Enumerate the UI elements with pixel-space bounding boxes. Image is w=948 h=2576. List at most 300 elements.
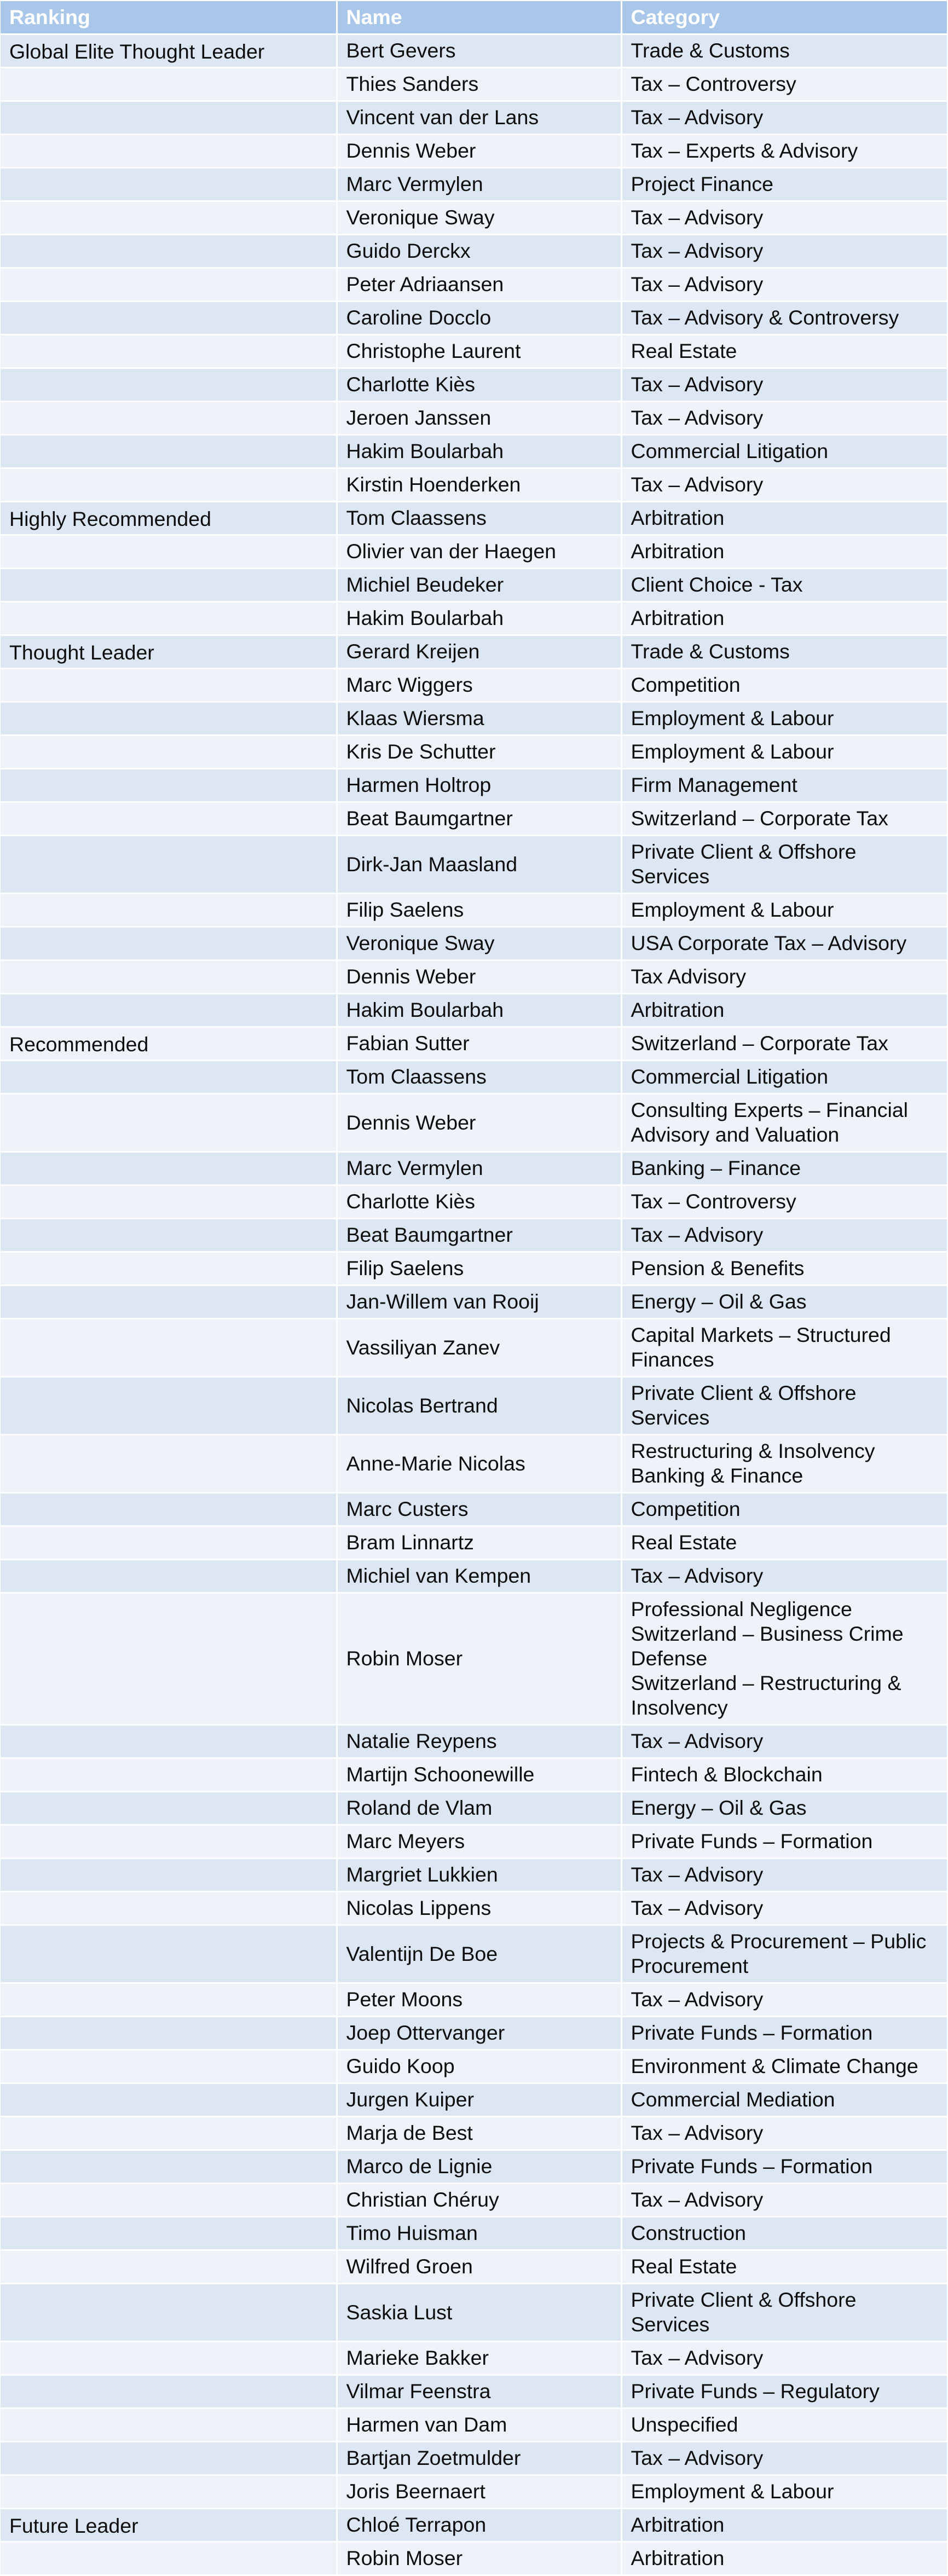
category-cell: [621, 601, 947, 635]
category-lines: [631, 2021, 947, 2045]
table-row: [1, 2475, 947, 2508]
category-line: Tax – Controversy: [631, 72, 796, 95]
ranking-cell: [1, 2441, 337, 2475]
category-cell: [621, 201, 947, 234]
name-cell: Wilfred Groen: [337, 2250, 621, 2283]
category-lines: [631, 406, 947, 430]
category-line: Tax – Advisory: [631, 1896, 764, 1919]
category-cell: [621, 2083, 947, 2116]
category-cell: [621, 2050, 947, 2083]
ranking-cell: [1, 835, 337, 893]
ranking-cell: [1, 2283, 337, 2341]
name-cell: Thies Sanders: [337, 67, 621, 101]
category-line: Tax – Advisory: [631, 2188, 764, 2211]
name-cell: Guido Derckx: [337, 234, 621, 268]
ranking-cell: [1, 535, 337, 568]
category-line: Services: [631, 865, 710, 888]
category-lines: [631, 572, 947, 597]
table-row: [1, 2083, 947, 2116]
table-row: [1, 268, 947, 301]
table-row: [1, 334, 947, 368]
category-line: Private Client & Offshore: [631, 840, 857, 863]
category-line: Defense: [631, 1647, 708, 1670]
category-lines: [631, 472, 947, 497]
category-cell: [621, 1027, 947, 1060]
category-lines: [631, 339, 947, 363]
category-cell: [621, 2475, 947, 2508]
table-row: [1, 2508, 947, 2542]
table-row: [1, 468, 947, 501]
category-cell: [621, 668, 947, 702]
category-line: Services: [631, 2313, 710, 2336]
category-cell: [621, 1791, 947, 1825]
ranking-cell: [1, 1434, 337, 1492]
name-cell: Christophe Laurent: [337, 334, 621, 368]
name-cell: Jeroen Janssen: [337, 401, 621, 435]
category-line: Switzerland – Restructuring &: [631, 1671, 901, 1694]
category-line: Tax – Advisory: [631, 2346, 764, 2369]
category-cell: [621, 1758, 947, 1791]
table-row: [1, 435, 947, 468]
name-cell: Christian Chéruy: [337, 2183, 621, 2216]
name-cell: Dennis Weber: [337, 134, 621, 167]
name-cell: Veronique Sway: [337, 201, 621, 234]
table-row: [1, 2441, 947, 2475]
category-lines: [631, 1896, 947, 1920]
table-header-row: [1, 1, 947, 34]
category-line: Arbitration: [631, 506, 725, 529]
category-cell: [621, 2016, 947, 2050]
name-cell: Vilmar Feenstra: [337, 2375, 621, 2408]
category-lines: [631, 539, 947, 564]
category-line: Services: [631, 1406, 710, 1429]
category-line: Real Estate: [631, 1531, 737, 1554]
name-cell: Beat Baumgartner: [337, 1218, 621, 1252]
category-cell: [621, 2250, 947, 2283]
category-line: Switzerland – Corporate Tax: [631, 807, 888, 830]
category-lines: [631, 2412, 947, 2437]
category-lines: [631, 1497, 947, 1521]
category-cell: [621, 2183, 947, 2216]
ranking-cell: [1, 1526, 337, 1559]
category-line: Finances: [631, 1348, 714, 1371]
table-body: [1, 34, 947, 2575]
table-row: [1, 2150, 947, 2183]
name-cell: Chloé Terrapon: [337, 2508, 621, 2542]
category-line: Private Funds – Formation: [631, 1830, 873, 1853]
category-cell: [621, 2441, 947, 2475]
category-lines: [631, 898, 947, 922]
name-cell: Timo Huisman: [337, 2216, 621, 2250]
name-cell: Tom Claassens: [337, 1060, 621, 1093]
category-lines: [631, 2254, 947, 2279]
category-lines: [631, 1381, 947, 1430]
table-row: [1, 2183, 947, 2216]
name-cell: Marc Vermylen: [337, 1151, 621, 1185]
category-line: Pension & Benefits: [631, 1257, 805, 1280]
category-lines: [631, 998, 947, 1022]
name-cell: Roland de Vlam: [337, 1791, 621, 1825]
name-cell: Fabian Sutter: [337, 1027, 621, 1060]
category-lines: [631, 305, 947, 330]
table-row: [1, 1285, 947, 1318]
category-line: Employment & Labour: [631, 898, 834, 921]
table-row: [1, 1376, 947, 1434]
ranking-cell: [1, 1151, 337, 1185]
name-cell: Robin Moser: [337, 1593, 621, 1724]
name-cell: Beat Baumgartner: [337, 802, 621, 835]
ranking-cell: [1, 268, 337, 301]
ranking-cell: [1, 768, 337, 802]
category-lines: [631, 2288, 947, 2337]
category-line: Employment & Labour: [631, 740, 834, 763]
category-line: Arbitration: [631, 606, 725, 629]
name-cell: Hakim Boularbah: [337, 601, 621, 635]
name-cell: Joep Ottervanger: [337, 2016, 621, 2050]
category-lines: [631, 1530, 947, 1555]
ranking-cell: [1, 2016, 337, 2050]
category-lines: [631, 773, 947, 797]
ranking-cell: [1, 1285, 337, 1318]
table-row: [1, 1925, 947, 1983]
category-line: Restructuring & Insolvency: [631, 1439, 875, 1462]
ranking-cell: [1, 993, 337, 1027]
table-row: [1, 2050, 947, 2083]
name-cell: Vincent van der Lans: [337, 101, 621, 134]
category-cell: [621, 927, 947, 960]
category-cell: [621, 268, 947, 301]
ranking-cell: [1, 1758, 337, 1791]
name-cell: Hakim Boularbah: [337, 993, 621, 1027]
category-cell: [621, 101, 947, 134]
category-lines: [631, 2054, 947, 2079]
category-line: Environment & Climate Change: [631, 2054, 918, 2077]
name-cell: Marja de Best: [337, 2116, 621, 2150]
category-line: Insolvency: [631, 1696, 728, 1719]
name-cell: Harmen Holtrop: [337, 768, 621, 802]
name-cell: Kirstin Hoenderken: [337, 468, 621, 501]
category-line: Banking & Finance: [631, 1464, 804, 1487]
category-line: Commercial Litigation: [631, 1065, 829, 1088]
ranking-cell: [1, 2250, 337, 2283]
name-cell: Marc Meyers: [337, 1825, 621, 1858]
table-row: [1, 568, 947, 601]
category-lines: [631, 2221, 947, 2245]
name-cell: Marc Custers: [337, 1492, 621, 1526]
table-row: [1, 1060, 947, 1093]
category-lines: [631, 1439, 947, 1488]
category-line: Tax – Advisory: [631, 2446, 764, 2469]
category-cell: [621, 1983, 947, 2016]
category-cell: [621, 1434, 947, 1492]
category-lines: [631, 1829, 947, 1854]
category-cell: [621, 34, 947, 67]
category-line: Employment & Labour: [631, 707, 834, 730]
name-cell: Klaas Wiersma: [337, 702, 621, 735]
ranking-cell: [1, 2475, 337, 2508]
table-row: [1, 601, 947, 635]
category-line: Switzerland – Corporate Tax: [631, 1032, 888, 1055]
category-cell: [621, 2283, 947, 2341]
name-cell: Jan-Willem van Rooij: [337, 1285, 621, 1318]
category-line: Tax Advisory: [631, 965, 746, 988]
category-line: Tax – Advisory & Controversy: [631, 306, 899, 329]
ranking-cell: [1, 2150, 337, 2183]
category-line: Private Funds – Regulatory: [631, 2380, 880, 2403]
name-cell: Nicolas Lippens: [337, 1891, 621, 1925]
category-line: Tax – Advisory: [631, 1729, 764, 1752]
category-cell: [621, 535, 947, 568]
ranking-cell: [1, 601, 337, 635]
table-row: [1, 2216, 947, 2250]
category-cell: [621, 2216, 947, 2250]
category-cell: [621, 568, 947, 601]
category-lines: [631, 2546, 947, 2571]
category-lines: [631, 1929, 947, 1978]
ranking-cell: [1, 1093, 337, 1151]
category-line: Tax – Advisory: [631, 1863, 764, 1886]
table-row: [1, 2016, 947, 2050]
category-cell: [621, 802, 947, 835]
category-line: USA Corporate Tax – Advisory: [631, 931, 907, 954]
category-cell: [621, 334, 947, 368]
category-line: Tax – Advisory: [631, 1988, 764, 2011]
category-cell: [621, 501, 947, 535]
category-lines: [631, 205, 947, 230]
category-lines: [631, 72, 947, 96]
category-cell: [621, 1185, 947, 1218]
ranking-cell: [1, 1559, 337, 1593]
table-row: [1, 368, 947, 401]
category-cell: [621, 67, 947, 101]
category-cell: [621, 1060, 947, 1093]
category-cell: [621, 2542, 947, 2575]
category-cell: [621, 993, 947, 1027]
name-cell: Gerard Kreijen: [337, 635, 621, 668]
category-line: Tax – Advisory: [631, 406, 764, 429]
category-cell: [621, 768, 947, 802]
table-row: [1, 1791, 947, 1825]
category-line: Procurement: [631, 1954, 749, 1977]
category-cell: [621, 2150, 947, 2183]
name-cell: Olivier van der Haegen: [337, 535, 621, 568]
table-row: [1, 1983, 947, 2016]
category-cell: [621, 1218, 947, 1252]
category-lines: [631, 372, 947, 397]
table-row: [1, 927, 947, 960]
ranking-cell: [1, 1825, 337, 1858]
table-row: [1, 1559, 947, 1593]
category-lines: [631, 1796, 947, 1820]
category-cell: [621, 1559, 947, 1593]
name-cell: Vassiliyan Zanev: [337, 1318, 621, 1376]
category-line: Private Client & Offshore: [631, 1381, 857, 1404]
category-lines: [631, 1729, 947, 1753]
ranking-cell: [1, 1791, 337, 1825]
table-row: [1, 1593, 947, 1724]
name-cell: Anne-Marie Nicolas: [337, 1434, 621, 1492]
category-lines: [631, 105, 947, 130]
category-lines: [631, 2379, 947, 2404]
category-cell: [621, 1825, 947, 1858]
ranking-cell: [1, 1891, 337, 1925]
name-cell: Valentijn De Boe: [337, 1925, 621, 1983]
table-row: [1, 1151, 947, 1185]
table-row: [1, 735, 947, 768]
ranking-cell: [1, 468, 337, 501]
category-line: Capital Markets – Structured: [631, 1323, 891, 1346]
name-cell: Kris De Schutter: [337, 735, 621, 768]
table-row: [1, 768, 947, 802]
ranking-cell: [1, 802, 337, 835]
ranking-cell: [1, 1983, 337, 2016]
category-line: Tax – Advisory: [631, 1223, 764, 1246]
category-line: Arbitration: [631, 2546, 725, 2569]
name-cell: Joris Beernaert: [337, 2475, 621, 2508]
ranking-cell: Global Elite Thought Leader: [1, 34, 337, 67]
ranking-cell: [1, 2542, 337, 2575]
ranking-cell: [1, 2183, 337, 2216]
ranking-cell: [1, 568, 337, 601]
category-cell: [621, 368, 947, 401]
table-row: [1, 501, 947, 535]
category-cell: [621, 702, 947, 735]
table-row: [1, 2250, 947, 2283]
name-cell: Marco de Lignie: [337, 2150, 621, 2183]
category-lines: [631, 1289, 947, 1314]
table-row: [1, 201, 947, 234]
category-cell: [621, 301, 947, 334]
category-lines: [631, 439, 947, 464]
category-lines: [631, 2446, 947, 2470]
table-row: [1, 702, 947, 735]
name-cell: Bram Linnartz: [337, 1526, 621, 1559]
category-line: Arbitration: [631, 2513, 725, 2536]
category-cell: [621, 1285, 947, 1318]
table-row: [1, 167, 947, 201]
category-cell: [621, 835, 947, 893]
category-line: Private Client & Offshore: [631, 2288, 857, 2311]
category-cell: [621, 1593, 947, 1724]
table-row: [1, 301, 947, 334]
category-line: Energy – Oil & Gas: [631, 1290, 807, 1313]
category-cell: [621, 2116, 947, 2150]
ranking-cell: [1, 435, 337, 468]
name-cell: Guido Koop: [337, 2050, 621, 2083]
category-line: Project Finance: [631, 172, 774, 195]
name-cell: Bert Gevers: [337, 34, 621, 67]
category-line: Tax – Advisory: [631, 2121, 764, 2144]
name-cell: Natalie Reypens: [337, 1724, 621, 1758]
ranking-cell: [1, 2216, 337, 2250]
name-cell: Hakim Boularbah: [337, 435, 621, 468]
name-cell: Margriet Lukkien: [337, 1858, 621, 1891]
category-line: Tax – Advisory: [631, 239, 764, 262]
ranking-cell: [1, 702, 337, 735]
category-line: Tax – Controversy: [631, 1190, 796, 1213]
category-cell: [621, 2508, 947, 2542]
table-row: [1, 1858, 947, 1891]
category-line: Firm Management: [631, 773, 797, 796]
category-lines: [631, 1564, 947, 1588]
table-row: [1, 960, 947, 993]
category-cell: [621, 2341, 947, 2375]
category-lines: [631, 606, 947, 630]
category-column-header: Category: [621, 1, 947, 34]
name-cell: Robin Moser: [337, 2542, 621, 2575]
ranking-cell: [1, 1318, 337, 1376]
ranking-cell: Future Leader: [1, 2508, 337, 2542]
category-line: Advisory and Valuation: [631, 1123, 840, 1146]
category-cell: [621, 468, 947, 501]
ranking-cell: [1, 67, 337, 101]
ranking-cell: [1, 234, 337, 268]
category-cell: [621, 1318, 947, 1376]
category-lines: [631, 1156, 947, 1180]
category-lines: [631, 639, 947, 664]
category-cell: [621, 1891, 947, 1925]
category-lines: [631, 1098, 947, 1147]
category-cell: [621, 1492, 947, 1526]
category-lines: [631, 2187, 947, 2212]
ranking-cell: [1, 1724, 337, 1758]
table-row: [1, 668, 947, 702]
category-cell: [621, 735, 947, 768]
category-line: Tax – Experts & Advisory: [631, 139, 858, 162]
category-line: Trade & Customs: [631, 39, 790, 62]
category-cell: [621, 1925, 947, 1983]
ranking-cell: [1, 1185, 337, 1218]
category-lines: [631, 2346, 947, 2370]
category-cell: [621, 134, 947, 167]
ranking-cell: [1, 2375, 337, 2408]
name-cell: Bartjan Zoetmulder: [337, 2441, 621, 2475]
category-lines: [631, 272, 947, 297]
table-row: [1, 1027, 947, 1060]
category-line: Commercial Mediation: [631, 2088, 835, 2111]
category-line: Tax – Advisory: [631, 473, 764, 496]
category-lines: [631, 1862, 947, 1887]
category-line: Tax – Advisory: [631, 373, 764, 396]
category-lines: [631, 673, 947, 697]
table-row: [1, 535, 947, 568]
category-line: Switzerland – Business Crime: [631, 1622, 904, 1645]
category-line: Employment & Labour: [631, 2480, 834, 2503]
table-row: [1, 1492, 947, 1526]
ranking-cell: [1, 1858, 337, 1891]
ranking-cell: [1, 668, 337, 702]
category-cell: [621, 1093, 947, 1151]
name-column-header: Name: [337, 1, 621, 34]
category-line: Construction: [631, 2221, 747, 2244]
ranking-cell: [1, 735, 337, 768]
ranking-cell: [1, 960, 337, 993]
name-cell: Michiel Beudeker: [337, 568, 621, 601]
ranking-cell: [1, 1925, 337, 1983]
category-cell: [621, 1151, 947, 1185]
name-cell: Peter Adriaansen: [337, 268, 621, 301]
name-cell: Martijn Schoonewille: [337, 1758, 621, 1791]
table-row: [1, 1891, 947, 1925]
table-row: [1, 1434, 947, 1492]
category-lines: [631, 806, 947, 831]
category-cell: [621, 2375, 947, 2408]
ranking-column-header: Ranking: [1, 1, 337, 34]
ranking-cell: [1, 1376, 337, 1434]
category-cell: [621, 960, 947, 993]
table-row: [1, 2116, 947, 2150]
table-row: [1, 34, 947, 67]
